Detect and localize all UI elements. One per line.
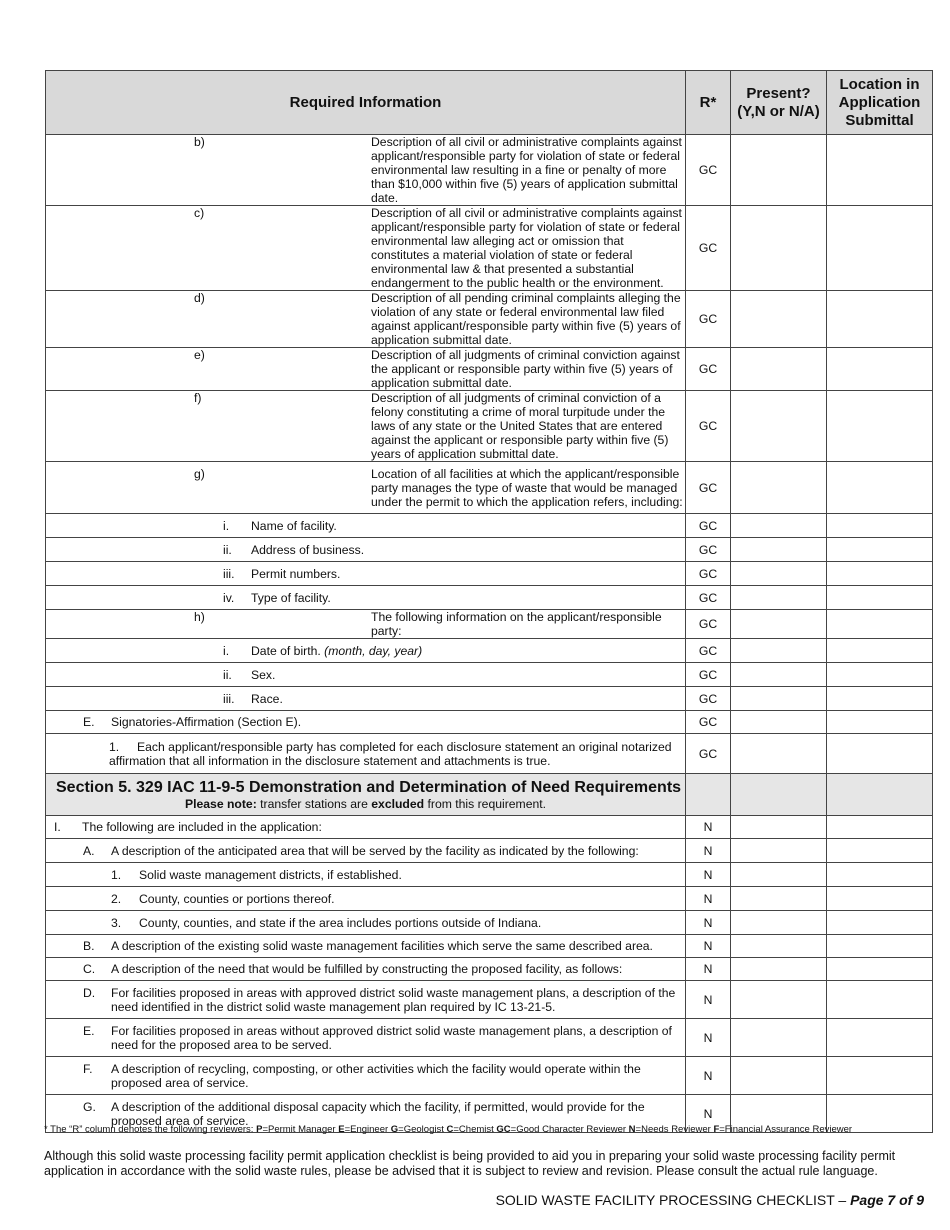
section-5-note: Please note: transfer stations are excluded from this requirement. [184, 797, 547, 811]
reviewer-code: N [686, 911, 731, 935]
required-info-cell [46, 135, 686, 206]
reviewer-name: =Permit Manager [262, 1124, 339, 1135]
item-text: For facilities proposed in areas with approved district solid waste management plans, a description of the need identified in the district solid waste management plan required by IC 13-21-5. [111, 985, 676, 1014]
item-label: E. [83, 1023, 95, 1038]
reviewer-code: GC [686, 610, 731, 639]
location-cell[interactable] [827, 291, 933, 348]
item-label: C. [83, 962, 96, 976]
item-label: I. [54, 820, 61, 834]
table-row [46, 206, 933, 291]
table-row [46, 981, 933, 1019]
reviewer-code: N [686, 839, 731, 863]
item-label: iii. [223, 566, 235, 581]
present-cell[interactable] [731, 816, 827, 839]
required-info-cell [46, 206, 686, 291]
item-text: A description of the additional disposal capacity which the facility, if permitted, would provide for the proposed area of service. [111, 1099, 645, 1128]
table-row [46, 958, 933, 981]
reviewer-code: N [686, 816, 731, 839]
table-row [46, 863, 933, 887]
present-cell[interactable] [731, 514, 827, 538]
present-cell[interactable] [731, 291, 827, 348]
item-label: iii. [223, 691, 235, 706]
required-info-cell [46, 462, 686, 514]
table-row [46, 610, 933, 639]
item-label: ii. [223, 542, 232, 557]
table-row [46, 839, 933, 863]
required-info-cell [46, 562, 686, 586]
present-cell[interactable] [731, 981, 827, 1019]
required-info-cell [46, 687, 686, 711]
item-label: g) [194, 466, 205, 481]
location-cell[interactable] [827, 687, 933, 711]
table-row [46, 1057, 933, 1095]
section-5-title: Section 5. 329 IAC 11-9-5 Demonstration and Determination of Need Requirements [56, 779, 682, 796]
reviewer-code: GC [686, 135, 731, 206]
table-row [46, 687, 933, 711]
present-cell[interactable] [731, 586, 827, 610]
required-info-cell [46, 391, 686, 462]
item-text: Location of all facilities at which the applicant/responsible party manages the type of waste that would be managed under the permit to which the application refers, including: [371, 466, 683, 509]
location-cell[interactable] [827, 462, 933, 514]
location-cell[interactable] [827, 206, 933, 291]
required-info-cell [46, 514, 686, 538]
item-label: i. [223, 643, 230, 658]
item-label: 2. [111, 891, 122, 906]
reviewer-code: GC [686, 711, 731, 734]
location-cell[interactable] [827, 610, 933, 639]
table-row [46, 639, 933, 663]
location-cell[interactable] [827, 663, 933, 687]
reviewer-name: =Geologist [398, 1124, 447, 1135]
item-text: County, counties, and state if the area includes portions outside of Indiana. [139, 915, 542, 930]
present-cell[interactable] [731, 687, 827, 711]
reviewer-name: =Financial Assurance Reviewer [719, 1124, 853, 1135]
location-cell[interactable] [827, 863, 933, 887]
required-info-cell [46, 639, 686, 663]
reviewer-code-label: E [338, 1124, 345, 1135]
reviewer-code: GC [686, 663, 731, 687]
item-label: B. [83, 939, 95, 953]
item-label: h) [194, 610, 205, 624]
section-5-r-cell [686, 774, 731, 816]
item-label: E. [83, 715, 95, 729]
present-cell[interactable] [731, 206, 827, 291]
reviewer-name: =Good Character Reviewer [510, 1124, 629, 1135]
present-cell[interactable] [731, 839, 827, 863]
item-label: A. [83, 843, 95, 858]
required-info-cell [46, 610, 686, 639]
location-cell[interactable] [827, 586, 933, 610]
header-required-information: Required Information [46, 71, 686, 135]
checklist-table [45, 70, 933, 1133]
present-cell[interactable] [731, 887, 827, 911]
reviewer-code: N [686, 863, 731, 887]
location-cell[interactable] [827, 538, 933, 562]
location-cell[interactable] [827, 981, 933, 1019]
header-location: Location in Application Submittal [827, 71, 933, 135]
item-text: Race. [251, 691, 283, 706]
item-label: D. [83, 985, 96, 1000]
location-cell[interactable] [827, 711, 933, 734]
table-row [46, 935, 933, 958]
section-5-row [46, 774, 933, 816]
item-text: Type of facility. [251, 590, 331, 605]
required-info-cell [46, 958, 686, 981]
present-cell[interactable] [731, 610, 827, 639]
required-info-cell [46, 663, 686, 687]
table-row [46, 135, 933, 206]
present-cell[interactable] [731, 562, 827, 586]
present-cell[interactable] [731, 911, 827, 935]
item-text: The following are included in the application: [82, 820, 322, 834]
item-text: Description of all pending criminal complaints alleging the violation of any state or federal environmental law filed against applicant/responsible party within five (5) years of application submittal date. [371, 291, 681, 347]
location-cell[interactable] [827, 391, 933, 462]
reviewer-code: N [686, 935, 731, 958]
reviewer-code: GC [686, 206, 731, 291]
section-5-location-cell [827, 774, 933, 816]
table-row [46, 462, 933, 514]
item-text: Solid waste management districts, if established. [139, 867, 402, 882]
reviewer-code-label: GC [496, 1124, 511, 1135]
table-row [46, 816, 933, 839]
item-text: Sex. [251, 667, 276, 682]
reviewer-code-label: N [628, 1124, 636, 1135]
present-cell[interactable] [731, 734, 827, 774]
reviewer-code: N [686, 887, 731, 911]
reviewer-code-label: F [713, 1124, 720, 1135]
present-cell[interactable] [731, 958, 827, 981]
item-label: ii. [223, 667, 232, 682]
required-info-cell [46, 538, 686, 562]
present-cell[interactable] [731, 1019, 827, 1057]
location-cell[interactable] [827, 1019, 933, 1057]
footer-title: SOLID WASTE FACILITY PROCESSING CHECKLIST – [495, 1192, 851, 1208]
header-row [46, 71, 933, 135]
required-info-cell [46, 586, 686, 610]
reviewer-code: GC [686, 687, 731, 711]
reviewer-code: N [686, 1019, 731, 1057]
page-footer [496, 1192, 924, 1208]
required-info-cell [46, 291, 686, 348]
reviewer-code: N [686, 1057, 731, 1095]
item-label: d) [194, 291, 205, 305]
page-number: Page 7 of 9 [850, 1192, 924, 1208]
table-row [46, 291, 933, 348]
disclaimer-text: Although this solid waste processing facility permit application checklist is being provided to aid you in preparing your solid waste processing facility permit application in accordance with the solid waste rules, please be advised that it is subject to review and revision. Please consult the actual rule language. [44, 1149, 896, 1178]
item-text: Description of all judgments of criminal conviction of a felony constituting a crime of moral turpitude under the laws of any state or the United States that are entered against the applicant or responsible party within five (5) years of application submittal date. [371, 391, 669, 461]
item-text: Description of all judgments of criminal conviction against the applicant or responsible party within five (5) years of application submittal date. [371, 348, 680, 390]
location-cell[interactable] [827, 816, 933, 839]
item-text: A description of recycling, composting, or other activities which the facility would operate within the proposed area of service. [111, 1061, 641, 1090]
table-row [46, 514, 933, 538]
item-label: 1. [111, 867, 122, 882]
present-cell[interactable] [731, 663, 827, 687]
item-text: Each applicant/responsible party has completed for each disclosure statement an original notarized affirmation that all information in the disclosure statement and attachments is true. [109, 739, 672, 768]
required-info-cell [46, 1019, 686, 1057]
location-cell[interactable] [827, 135, 933, 206]
item-text: Description of all civil or administrative complaints against applicant/responsible party for violation of state or federal environmental law alleging act or omission that constitutes a material violation of state or federal environmental law & that presented a substantial endangerment to the public health or the environment. [371, 206, 682, 290]
item-label: c) [194, 206, 205, 220]
present-cell[interactable] [731, 135, 827, 206]
required-info-cell [46, 911, 686, 935]
required-info-cell [46, 981, 686, 1019]
table-row [46, 911, 933, 935]
table-row [46, 538, 933, 562]
header-r: R* [686, 71, 731, 135]
required-info-cell [46, 863, 686, 887]
reviewer-code: GC [686, 734, 731, 774]
item-label: 3. [111, 915, 122, 930]
present-cell[interactable] [731, 935, 827, 958]
reviewer-code-label: C [446, 1124, 454, 1135]
present-cell[interactable] [731, 348, 827, 391]
item-label: f) [194, 391, 202, 405]
present-cell[interactable] [731, 1057, 827, 1095]
item-text: Date of birth. (month, day, year) [251, 643, 423, 658]
item-text: Signatories-Affirmation (Section E). [111, 715, 302, 729]
reviewer-code: N [686, 1095, 731, 1133]
item-label: 1. [109, 739, 120, 754]
reviewer-code: GC [686, 586, 731, 610]
reviewer-code: GC [686, 348, 731, 391]
present-cell[interactable] [731, 462, 827, 514]
table-row [46, 887, 933, 911]
location-cell[interactable] [827, 734, 933, 774]
item-text: A description of the need that would be fulfilled by constructing the proposed facility, as follows: [111, 962, 623, 976]
table-row [46, 391, 933, 462]
reviewer-code: GC [686, 462, 731, 514]
location-cell[interactable] [827, 958, 933, 981]
table-row [46, 1019, 933, 1057]
location-cell[interactable] [827, 1057, 933, 1095]
location-cell[interactable] [827, 887, 933, 911]
reviewer-name: =Engineer [344, 1124, 391, 1135]
present-cell[interactable] [731, 711, 827, 734]
item-label: b) [194, 135, 205, 149]
reviewer-footnote: * The “R” column denotes the following reviewers: P=Permit Manager E=Engineer G=Geologist C=Chemist GC=Good Character Reviewer N=Needs Reviewer F=Financial Assurance Reviewer [44, 1124, 853, 1135]
item-text: Address of business. [251, 542, 365, 557]
required-info-cell [46, 816, 686, 839]
location-cell[interactable] [827, 639, 933, 663]
table-row [46, 562, 933, 586]
reviewer-code: N [686, 958, 731, 981]
item-label: i. [223, 518, 230, 533]
present-cell[interactable] [731, 538, 827, 562]
reviewer-name: =Needs Reviewer [635, 1124, 714, 1135]
item-label: F. [83, 1061, 93, 1076]
required-info-cell [46, 1057, 686, 1095]
reviewer-code: GC [686, 514, 731, 538]
item-label: e) [194, 348, 205, 362]
required-info-cell [46, 935, 686, 958]
item-text: A description of the anticipated area that will be served by the facility as indicated by the following: [111, 843, 639, 858]
table-row [46, 348, 933, 391]
location-cell[interactable] [827, 562, 933, 586]
table-row [46, 586, 933, 610]
required-info-cell [46, 348, 686, 391]
reviewer-code: GC [686, 639, 731, 663]
table-row [46, 734, 933, 774]
reviewer-code: GC [686, 562, 731, 586]
table-row [46, 711, 933, 734]
present-cell[interactable] [731, 639, 827, 663]
reviewer-code-label: G [390, 1124, 399, 1135]
section-5-cell [46, 774, 686, 816]
reviewer-code: GC [686, 391, 731, 462]
required-info-cell [46, 839, 686, 863]
table-row [46, 663, 933, 687]
location-cell[interactable] [827, 348, 933, 391]
section-5-present-cell [731, 774, 827, 816]
reviewer-code: N [686, 981, 731, 1019]
location-cell[interactable] [827, 514, 933, 538]
location-cell[interactable] [827, 911, 933, 935]
item-text: For facilities proposed in areas without approved district solid waste management plans, a description of need for the proposed area to be served. [111, 1023, 672, 1052]
item-text: County, counties or portions thereof. [139, 891, 335, 906]
required-info-cell [46, 711, 686, 734]
item-text: A description of the existing solid waste management facilities which serve the same described area. [111, 939, 653, 953]
reviewer-code-label: P [256, 1124, 263, 1135]
present-cell[interactable] [731, 391, 827, 462]
header-present: Present? (Y,N or N/A) [731, 71, 827, 135]
reviewer-code: GC [686, 538, 731, 562]
reviewer-name: =Chemist [453, 1124, 497, 1135]
required-info-cell [46, 887, 686, 911]
present-cell[interactable] [731, 863, 827, 887]
item-text: Name of facility. [251, 518, 337, 533]
required-info-cell [46, 734, 686, 774]
location-cell[interactable] [827, 935, 933, 958]
item-label: G. [83, 1099, 96, 1114]
item-text: Description of all civil or administrative complaints against applicant/responsible party for violation of state or federal environmental law resulting in a fine or penalty of more than $10,000 within five (5) years of application submittal date. [371, 135, 682, 205]
item-text: Permit numbers. [251, 566, 341, 581]
location-cell[interactable] [827, 839, 933, 863]
reviewer-code: GC [686, 291, 731, 348]
item-text: The following information on the applicant/responsible party: [371, 610, 662, 638]
item-label: iv. [223, 590, 235, 605]
